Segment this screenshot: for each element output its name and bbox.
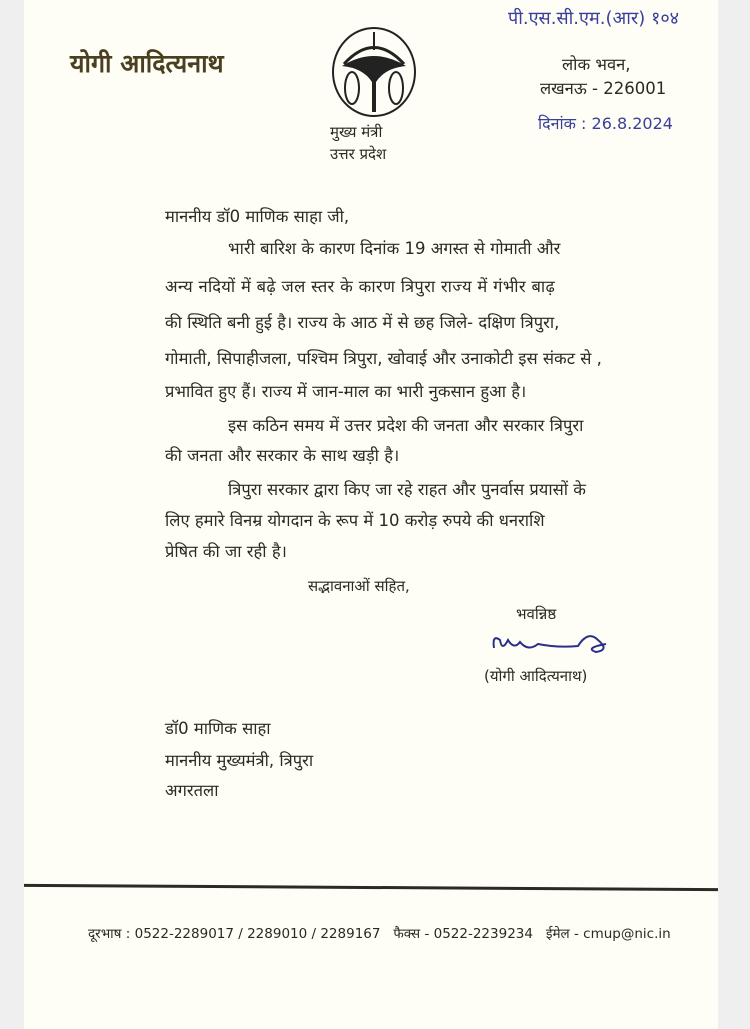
para3-line: प्रेषित की जा रही है। — [165, 542, 287, 561]
signatory: (योगी आदित्यनाथ) — [484, 667, 588, 685]
closing: सद्भावनाओं सहित, — [308, 577, 410, 595]
para1-line: अन्य नदियों में बढ़े जल स्तर के कारण त्रिपुरा राज्य में गंभीर बाढ़ — [165, 277, 556, 296]
recipient-name: डॉ0 माणिक साहा — [165, 719, 271, 738]
address-line-1: लोक भवन, — [562, 55, 631, 74]
para2-line: की जनता और सरकार के साथ खड़ी है। — [165, 446, 400, 465]
recipient-designation: माननीय मुख्यमंत्री, त्रिपुरा — [165, 751, 314, 770]
para2-line: इस कठिन समय में उत्तर प्रदेश की जनता और सरकार त्रिपुरा — [228, 416, 584, 435]
up-emblem-logo — [330, 26, 418, 118]
para3-line: लिए हमारे विनम्र योगदान के रूप में 10 करोड़ रुपये की धनराशि — [165, 511, 545, 530]
state: उत्तर प्रदेश — [330, 145, 387, 163]
yours-faithfully: भवन्निष्ठ — [516, 605, 557, 623]
para3-line: त्रिपुरा सरकार द्वारा किए जा रहे राहत और पुनर्वास प्रयासों के — [228, 480, 586, 499]
designation: मुख्य मंत्री — [330, 123, 383, 141]
para1-line: गोमाती, सिपाहीजला, पश्चिम त्रिपुरा, खोवाई और उनाकोटी इस संकट से , — [165, 349, 602, 368]
date-value: 26.8.2024 — [591, 114, 673, 133]
address-line-2: लखनऊ - 226001 — [540, 79, 667, 98]
reference-number: पी.एस.सी.एम.(आर) १०४ — [508, 8, 680, 29]
salutation: माननीय डॉ0 माणिक साहा जी, — [165, 207, 350, 226]
recipient-city: अगरतला — [165, 781, 219, 800]
para1-line: भारी बारिश के कारण दिनांक 19 अगस्त से गोमाती और — [228, 239, 561, 258]
date-label: दिनांक : — [538, 114, 587, 133]
footer-contact: दूरभाष : 0522-2289017 / 2289010 / 2289167 फैक्स - 0522-2239234 ईमेल - cmup@nic.in — [88, 926, 671, 942]
para1-line: प्रभावित हुए हैं। राज्य में जान-माल का भारी नुकसान हुआ है। — [165, 382, 527, 401]
para1-line: की स्थिति बनी हुई है। राज्य के आठ में से छह जिले- दक्षिण त्रिपुरा, — [165, 313, 560, 332]
date-field — [538, 112, 673, 134]
signature — [488, 626, 618, 662]
sender-name: योगी आदित्यनाथ — [70, 49, 224, 78]
